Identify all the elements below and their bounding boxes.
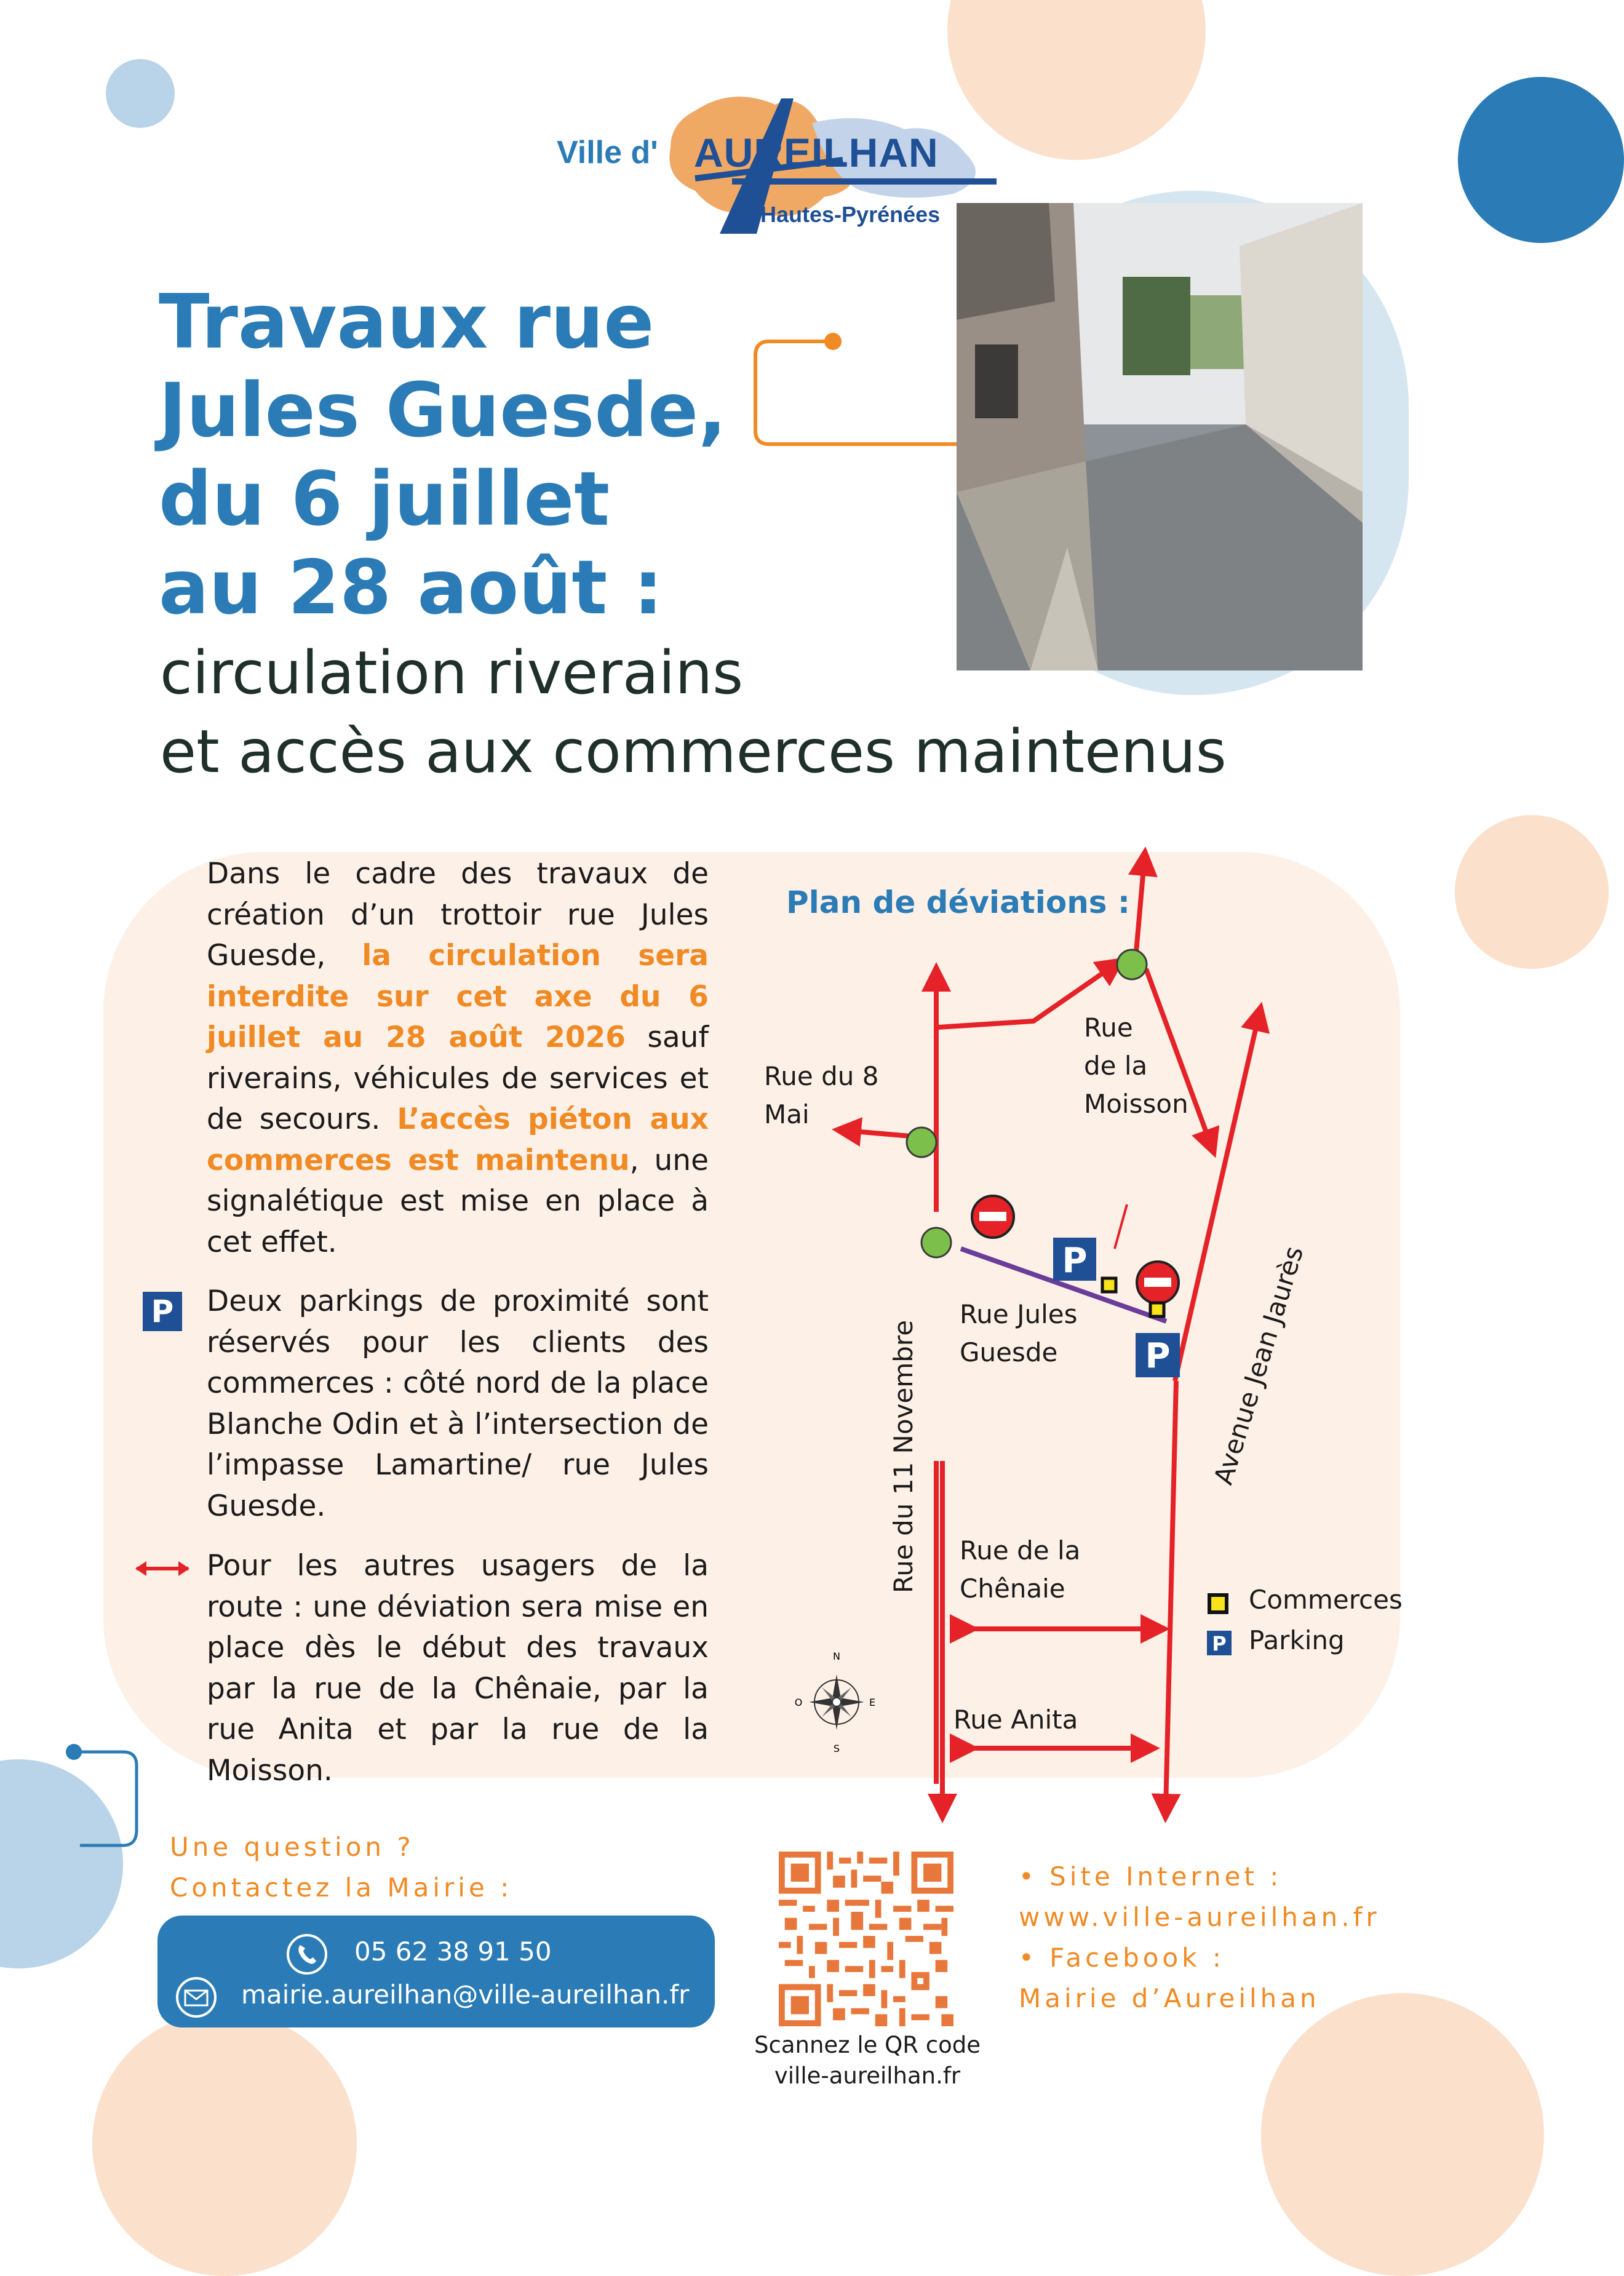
text: Dans le cadre des travaux de création d’un trottoir rue Jules Guesde,: [207, 857, 709, 973]
sign-pointer: [1115, 1204, 1127, 1249]
contact-question: [170, 1827, 512, 1908]
email-icon: [175, 1976, 218, 2019]
qr-caption: [732, 2030, 1003, 2091]
svg-text:E: E: [869, 1697, 876, 1708]
decor-circle-peach-bottom-right: [1261, 1993, 1544, 2276]
compass-icon: [795, 1650, 875, 1754]
svg-text:P: P: [1062, 1241, 1088, 1281]
svg-text:O: O: [794, 1697, 803, 1708]
title-line: Travaux rue: [159, 279, 655, 365]
legend-commerces: Commerces: [1249, 1585, 1403, 1615]
contact-question-line: Une question ?: [170, 1832, 415, 1862]
parking-sign-icon: [1136, 1333, 1180, 1377]
title-line: Jules Guesde,: [159, 367, 727, 454]
legend-parking-icon: [1207, 1631, 1232, 1655]
svg-text:N: N: [833, 1650, 840, 1662]
subtitle-line: circulation riverains: [160, 639, 744, 707]
label-rue-8-mai: [764, 1057, 878, 1134]
paragraph-closure: [207, 854, 709, 1263]
label-rue-11-novembre: Rue du 11 Novembre: [888, 1319, 918, 1593]
logo-name: AUREILHAN: [694, 130, 939, 175]
highlight-closure: la circulation sera interdite sur cet axe du 6 juillet au 28 août 2026: [207, 939, 709, 1054]
label-rue-chenaie: [960, 1532, 1080, 1608]
qr-code[interactable]: [779, 1852, 953, 2026]
label-line: de la: [1084, 1051, 1148, 1081]
legend-shop-icon: [1207, 1593, 1229, 1615]
label-line: Moisson: [1084, 1089, 1188, 1119]
decor-circle-light-blue-top: [106, 59, 175, 128]
avenue-jean-jaures-south: [1166, 1381, 1176, 1808]
text: , une signalétique est mise en place à cet effet.: [207, 1143, 709, 1259]
label-line: Rue: [1084, 1013, 1133, 1043]
qr-caption-line: Scannez le QR code: [754, 2032, 981, 2058]
parking-sign-icon: [1053, 1238, 1096, 1281]
roundabout: [907, 1128, 936, 1157]
shop-icon: [1102, 1278, 1116, 1292]
paragraph-parking: Deux parkings de proximité sont réservés pour les clients des commerces : côté nord de la place Blanche Odin et à l’intersection de l’impasse Lamartine/ rue Jules Guesde.: [207, 1284, 709, 1523]
svg-text:P: P: [1145, 1336, 1171, 1376]
decor-circle-blue-right: [1458, 77, 1624, 243]
subtitle-line: et accès aux commerces maintenus: [160, 717, 1227, 786]
contact-question-line: Contactez la Mairie :: [170, 1872, 513, 1903]
facebook-label: • Facebook :: [1019, 1943, 1225, 1973]
label-rue-anita: Rue Anita: [953, 1705, 1078, 1735]
contact-box: [157, 1916, 715, 2027]
label-line: Rue de la: [960, 1535, 1081, 1566]
label-rue-moisson: [1084, 1009, 1188, 1123]
shop-icon: [1150, 1303, 1164, 1316]
contact-email[interactable]: mairie.aureilhan@ville-aureilhan.fr: [241, 1980, 690, 2010]
phone-icon: [285, 1933, 328, 1976]
parking-icon: P: [143, 1292, 182, 1331]
decor-circle-peach-bottom-left: [92, 2011, 357, 2276]
label-avenue-jean-jaures: Avenue Jean Jaurès: [1208, 1243, 1310, 1489]
roundabout: [1117, 950, 1147, 979]
label-line: Mai: [764, 1099, 810, 1129]
map-title: Plan de déviations :: [786, 885, 1130, 920]
decor-connector-line: [55, 1735, 154, 1858]
roundabout: [921, 1228, 951, 1257]
qr-caption-line: ville-aureilhan.fr: [774, 2063, 961, 2089]
label-line: Rue Jules: [960, 1299, 1078, 1329]
svg-text:P: P: [1212, 1632, 1227, 1655]
text: sauf riverains, véhicules de services et de secours.: [207, 1021, 709, 1136]
label-line: Chênaie: [960, 1574, 1065, 1604]
highlight-pedestrian: L’accès piéton aux commerces est maintenu: [207, 1102, 709, 1177]
links-block: [1019, 1856, 1380, 2019]
site-link[interactable]: www.ville-aureilhan.fr: [1019, 1902, 1380, 1932]
no-entry-icon: [972, 1196, 1014, 1238]
no-entry-icon: [1137, 1262, 1179, 1303]
facebook-link[interactable]: Mairie d’Aureilhan: [1019, 1983, 1320, 2013]
contact-phone[interactable]: 05 62 38 91 50: [354, 1936, 552, 1967]
svg-text:S: S: [833, 1743, 840, 1754]
title-line: au 28 août :: [159, 544, 663, 631]
street-photo: [957, 203, 1363, 670]
page-title: [159, 278, 726, 632]
decor-circle-peach-right: [1455, 815, 1609, 969]
legend-parking: Parking: [1249, 1625, 1345, 1655]
label-line: Guesde: [960, 1337, 1058, 1367]
label-rue-jules-guesde: [960, 1295, 1078, 1372]
logo-region: Hautes-Pyrénées: [760, 202, 941, 227]
label-line: Rue du 8: [764, 1061, 879, 1091]
logo-prefix: Ville d': [557, 135, 658, 170]
site-label: • Site Internet :: [1019, 1861, 1283, 1892]
title-line: du 6 juillet: [159, 456, 610, 543]
detour-arrow-icon: [132, 1556, 193, 1581]
paragraph-detour: Pour les autres usagers de la route : une déviation sera mise en place dès le début des travaux par la rue de la Chênaie, par la rue Anita et par la rue de la Moisson.: [207, 1549, 709, 1788]
